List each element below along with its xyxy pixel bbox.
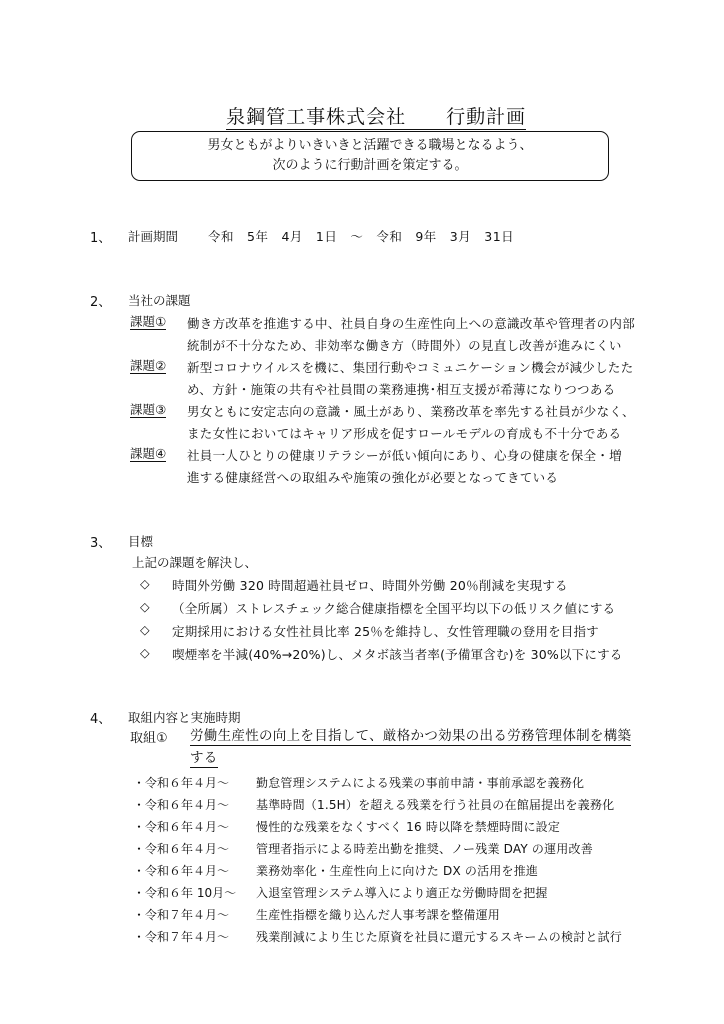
schedule-1-text: 勤怠管理システムによる残業の事前申請・事前承認を義務化 xyxy=(256,776,585,790)
section-2-heading: 当社の課題 xyxy=(128,293,191,308)
issue-1-label: 課題① xyxy=(130,314,167,329)
goal-3: 定期採用における女性社員比率 25％を維持し、女性管理職の登用を目指す xyxy=(172,624,599,639)
goal-3-diamond-icon: ◇ xyxy=(140,622,150,637)
schedule-6-text: 入退室管理システム導入により適正な労働時間を把握 xyxy=(256,886,548,900)
action-1-title-line-1: 労働生産性の向上を目指して、厳格かつ効果の出る労務管理体制を構築 xyxy=(190,728,632,744)
issue-1-line-2: 統制が不十分なため、非効率な働き方（時間外）の見直し改善が進みにくい xyxy=(187,338,622,353)
schedule-8-text: 残業削減により生じた原資を社員に還元するスキームの検討と試行 xyxy=(256,930,623,944)
schedule-3-text: 慢性的な残業をなくすべく 16 時以降を禁煙時間に設定 xyxy=(256,820,561,834)
issue-4-line-1: 社員一人ひとりの健康リテラシーが低い傾向にあり、心身の健康を保全・増 xyxy=(187,448,622,463)
issue-4-line-2: 進する健康経営への取組みや施策の強化が必要となってきている xyxy=(187,470,559,485)
section-4-number: 4、 xyxy=(90,712,112,727)
goal-4: 喫煙率を半減(40%→20%)し、メタボ該当者率(予備軍含む)を 30%以下にする xyxy=(172,647,623,662)
action-1-title-line-2: する xyxy=(190,750,218,766)
intro-line-1: 男女ともがよりいきいきと活躍できる職場となるよう、 xyxy=(207,138,533,153)
issue-3-label: 課題③ xyxy=(130,402,167,417)
goal-2: （全所属）ストレスチェック総合健康指標を全国平均以下の低リスク値にする xyxy=(172,601,616,616)
schedule-8-date: ・令和７年４月～ xyxy=(133,930,230,944)
goal-1-diamond-icon: ◇ xyxy=(140,576,150,591)
schedule-1-date: ・令和６年４月～ xyxy=(133,776,230,790)
schedule-7-text: 生産性指標を織り込んだ人事考課を整備運用 xyxy=(256,908,501,922)
section-2-number: 2、 xyxy=(90,295,112,310)
issue-4-label: 課題④ xyxy=(130,446,167,461)
goal-2-diamond-icon: ◇ xyxy=(140,599,150,614)
section-4-heading: 取組内容と実施時期 xyxy=(128,710,241,725)
schedule-2-text: 基準時間（1.5H）を超える残業を行う社員の在館届提出を義務化 xyxy=(256,798,615,812)
document-title-text: 泉鋼管工事株式会社 行動計画 xyxy=(226,106,527,128)
issue-2-label: 課題② xyxy=(130,358,167,373)
issue-1-line-1: 働き方改革を推進する中、社員自身の生産性向上への意識改革や管理者の内部 xyxy=(187,316,636,331)
schedule-5-date: ・令和６年４月～ xyxy=(133,864,230,878)
schedule-7-date: ・令和７年４月～ xyxy=(133,908,230,922)
issue-2-line-2: め、方針・施策の共有や社員間の業務連携･相互支援が希薄になりつつある xyxy=(187,382,616,397)
section-1-number: 1、 xyxy=(90,231,112,246)
schedule-4-date: ・令和６年４月～ xyxy=(133,842,230,856)
schedule-3-date: ・令和６年４月～ xyxy=(133,820,230,834)
schedule-5-text: 業務効率化・生産性向上に向けた DX の活用を推進 xyxy=(256,864,539,878)
issue-2-line-1: 新型コロナウイルスを機に、集団行動やコミュニケーション機会が減少したた xyxy=(187,360,634,375)
issue-3-line-1: 男女ともに安定志向の意識・風土があり、業務改革を率先する社員が少なく、 xyxy=(187,404,635,419)
intro-line-2: 次のように行動計画を策定する。 xyxy=(272,158,468,173)
schedule-4-text: 管理者指示による時差出勤を推奨、ノー残業 DAY の運用改善 xyxy=(256,842,593,856)
intro-box xyxy=(131,131,609,181)
action-1-label: 取組① xyxy=(130,731,168,746)
plan-period: 令和 5年 4月 1日 ～ 令和 9年 3月 31日 xyxy=(208,229,515,244)
goal-4-diamond-icon: ◇ xyxy=(140,645,150,660)
goal-1: 時間外労働 320 時間超過社員ゼロ、時間外労働 20％削減を実現する xyxy=(172,578,568,593)
issue-3-line-2: また女性においてはキャリア形成を促すロールモデルの育成も不十分である xyxy=(187,426,622,441)
goals-lead: 上記の課題を解決し、 xyxy=(132,555,258,570)
section-3-heading: 目標 xyxy=(128,534,154,549)
schedule-2-date: ・令和６年４月～ xyxy=(133,798,230,812)
section-3-number: 3、 xyxy=(90,536,112,551)
schedule-6-date: ・令和６年 10月～ xyxy=(133,886,237,900)
section-1-heading: 計画期間 xyxy=(128,229,179,244)
